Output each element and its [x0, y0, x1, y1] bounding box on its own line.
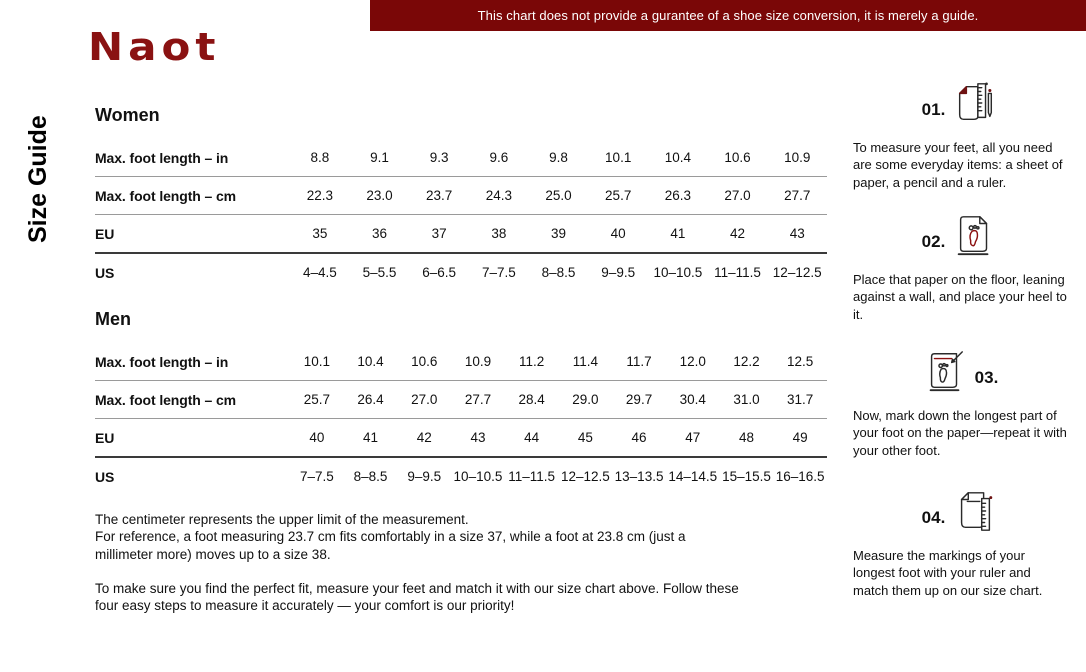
size-value-cell: 41	[670, 226, 686, 241]
size-value-cell: 26.3	[664, 188, 691, 203]
note-line: To make sure you find the perfect fit, measure your feet and match it with our size chart above. Follow these four easy steps to measure it accurately — your comfort is our priority!	[95, 580, 739, 614]
naot-logo: Naot	[88, 23, 221, 70]
paragraph-gap	[95, 563, 743, 580]
women-size-table	[95, 105, 827, 291]
table-row	[95, 177, 827, 215]
size-value-cell: 5–5.5	[362, 265, 397, 280]
row-values	[290, 430, 827, 445]
size-value-cell: 10.4	[664, 150, 691, 165]
size-value-cell: 4–4.5	[302, 265, 337, 280]
size-value-cell: 10.1	[303, 354, 330, 369]
size-value-cell: 37	[431, 226, 447, 241]
size-value-cell: 36	[371, 226, 388, 241]
men-size-table	[95, 309, 827, 495]
row-label: Max. foot length – cm	[95, 391, 237, 408]
size-value-cell: 38	[491, 226, 507, 241]
size-value-cell: 43	[470, 430, 486, 445]
size-value-cell: 12–12.5	[560, 469, 610, 484]
row-values	[290, 392, 827, 407]
size-value-cell: 10.1	[605, 150, 632, 165]
page-title: Size Guide	[24, 115, 52, 243]
step-2-header	[853, 210, 1067, 258]
paper-footprint-pencil-icon	[922, 348, 968, 394]
row-label: EU	[95, 429, 115, 446]
size-value-cell: 10.6	[411, 354, 438, 369]
step-number: 04.	[921, 508, 946, 527]
size-value-cell: 8.8	[310, 150, 330, 165]
size-value-cell: 25.7	[303, 392, 330, 407]
step-1	[853, 78, 1067, 191]
size-value-cell: 27.7	[784, 188, 811, 203]
size-value-cell: 25.0	[545, 188, 572, 203]
size-value-cell: 9.1	[370, 150, 389, 165]
step-text: Measure the markings of your longest foot with your ruler and match them up on our size chart.	[853, 548, 1043, 598]
table-row	[95, 419, 827, 458]
row-label: Max. foot length – cm	[95, 187, 237, 204]
size-value-cell: 11.7	[626, 354, 652, 369]
size-value-cell: 24.3	[485, 188, 512, 203]
row-label: US	[95, 264, 115, 281]
size-value-cell: 8–8.5	[353, 469, 388, 484]
women-section-title: Women	[95, 105, 160, 125]
row-values	[290, 188, 827, 203]
step-text: Place that paper on the floor, leaning against a wall, and place your heel to it.	[853, 272, 1067, 322]
size-value-cell: 45	[577, 430, 593, 445]
size-value-cell: 23.7	[426, 188, 453, 203]
size-value-cell: 9–9.5	[407, 469, 442, 484]
size-value-cell: 10.9	[784, 150, 811, 165]
size-value-cell: 12.2	[733, 354, 760, 369]
row-label: Max. foot length – in	[95, 353, 229, 370]
size-value-cell: 16–16.5	[775, 469, 825, 484]
size-value-cell: 40	[309, 430, 325, 445]
row-label: Max. foot length – in	[95, 149, 229, 166]
table-row	[95, 139, 827, 177]
step-4	[853, 486, 1067, 599]
paper-ruler-pencil-icon	[952, 80, 998, 126]
size-value-cell: 12–12.5	[772, 265, 822, 280]
size-value-cell: 30.4	[679, 392, 706, 407]
paper-footprint-icon	[952, 212, 998, 258]
size-value-cell: 46	[631, 430, 647, 445]
table-row	[95, 254, 827, 291]
size-value-cell: 39	[551, 226, 567, 241]
row-values	[290, 469, 827, 484]
note-line: For reference, a foot measuring 23.7 cm fits comfortably in a size 37, while a foot at 23.8 cm (just a millimeter more) moves up to a size 38.	[95, 529, 686, 562]
size-value-cell: 14–14.5	[668, 469, 718, 484]
size-value-cell: 7–7.5	[481, 265, 516, 280]
disclaimer-text: This chart does not provide a gurantee of a shoe size conversion, it is merely a guide.	[477, 8, 979, 23]
size-value-cell: 8–8.5	[541, 265, 576, 280]
row-values	[290, 150, 827, 165]
size-value-cell: 41	[363, 430, 379, 445]
size-value-cell: 48	[738, 430, 754, 445]
size-value-cell: 29.0	[572, 392, 599, 407]
size-value-cell: 9–9.5	[601, 265, 636, 280]
row-values	[290, 226, 827, 241]
size-value-cell: 9.3	[429, 150, 449, 165]
step-4-header	[853, 486, 1067, 534]
size-value-cell: 27.7	[464, 392, 492, 407]
size-value-cell: 28.4	[518, 392, 545, 407]
size-value-cell: 49	[792, 430, 808, 445]
row-values	[290, 265, 827, 280]
size-value-cell: 11.4	[572, 354, 598, 369]
size-value-cell: 29.7	[625, 392, 653, 407]
size-value-cell: 47	[685, 430, 701, 445]
size-value-cell: 10.4	[357, 354, 384, 369]
size-value-cell: 11–11.5	[714, 265, 761, 280]
table-row	[95, 458, 827, 495]
men-section-title: Men	[95, 309, 131, 329]
notes-section	[95, 511, 743, 614]
step-number: 02.	[921, 232, 946, 251]
step-1-header	[853, 78, 1067, 126]
size-value-cell: 42	[416, 430, 432, 445]
step-text: Now, mark down the longest part of your foot on the paper—repeat it with your other foot.	[853, 408, 1067, 458]
row-label: US	[95, 468, 115, 485]
size-value-cell: 13–13.5	[614, 469, 664, 484]
size-value-cell: 10–10.5	[453, 469, 503, 484]
size-value-cell: 22.3	[306, 188, 333, 203]
size-value-cell: 10.6	[724, 150, 751, 165]
size-value-cell: 11–11.5	[508, 469, 556, 484]
table-row	[95, 215, 827, 254]
size-value-cell: 35	[312, 226, 328, 241]
note-line: The centimeter represents the upper limit of the measurement.	[95, 512, 469, 527]
size-value-cell: 12.0	[679, 354, 706, 369]
size-value-cell: 31.0	[733, 392, 760, 407]
row-values	[290, 354, 827, 369]
step-3	[853, 346, 1067, 459]
size-value-cell: 7–7.5	[299, 469, 334, 484]
size-value-cell: 42	[730, 226, 746, 241]
size-value-cell: 23.0	[366, 188, 393, 203]
size-value-cell: 43	[789, 226, 805, 241]
size-value-cell: 44	[524, 430, 540, 445]
size-value-cell: 40	[610, 226, 626, 241]
size-value-cell: 9.8	[549, 150, 568, 165]
size-value-cell: 31.7	[787, 392, 814, 407]
table-row	[95, 381, 827, 419]
disclaimer-banner	[370, 0, 1086, 31]
size-value-cell: 11.2	[519, 354, 545, 369]
size-value-cell: 9.6	[489, 150, 509, 165]
size-value-cell: 6–6.5	[422, 265, 457, 280]
size-value-cell: 27.0	[411, 392, 438, 407]
step-3-header	[853, 346, 1067, 394]
size-value-cell: 12.5	[787, 354, 814, 369]
size-value-cell: 15–15.5	[722, 469, 771, 484]
step-text: To measure your feet, all you need are some everyday items: a sheet of paper, a pencil and a ruler.	[853, 140, 1063, 190]
size-value-cell: 26.4	[357, 392, 384, 407]
size-value-cell: 10–10.5	[653, 265, 703, 280]
row-label: EU	[95, 225, 115, 242]
size-value-cell: 27.0	[724, 188, 751, 203]
paper-ruler-icon	[952, 488, 998, 534]
step-2	[853, 210, 1067, 323]
size-value-cell: 25.7	[605, 188, 632, 203]
table-row	[95, 343, 827, 381]
size-value-cell: 10.9	[464, 354, 492, 369]
step-number: 01.	[921, 100, 946, 119]
step-number: 03.	[974, 368, 999, 387]
